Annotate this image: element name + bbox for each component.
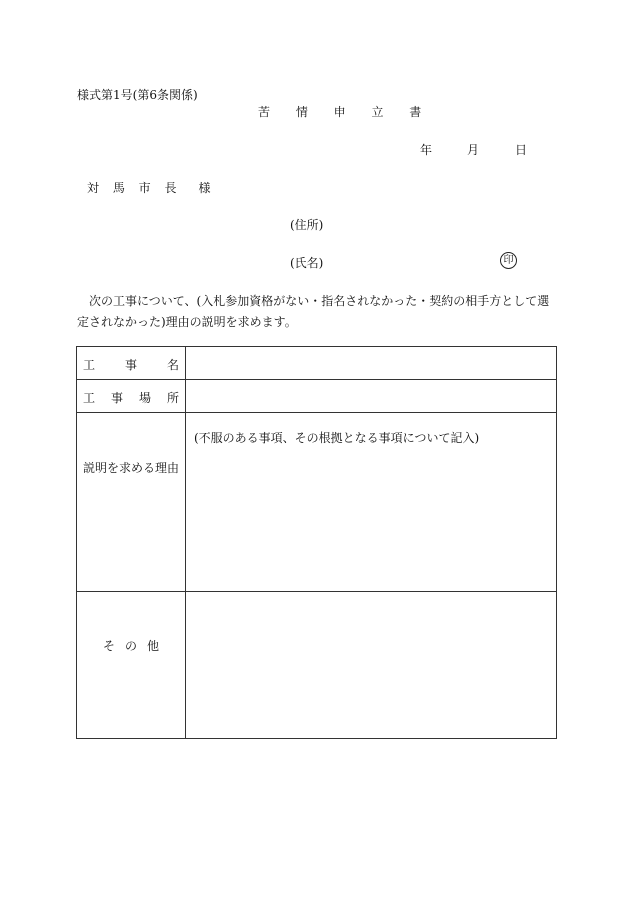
label-char: 所	[166, 391, 179, 405]
label-project-site	[77, 380, 186, 413]
label-reason	[77, 413, 186, 592]
table-row-project-name	[77, 347, 557, 380]
complaint-table	[76, 346, 557, 739]
label-project-name	[77, 347, 186, 380]
reason-field[interactable]	[186, 413, 557, 592]
name-label: (氏名)	[290, 256, 324, 270]
label-char: そ	[103, 639, 116, 653]
seal-mark: 印	[500, 252, 517, 269]
label-char: 事	[110, 391, 123, 405]
label-char: の	[124, 639, 137, 653]
label-char: 場	[138, 391, 151, 405]
date-day: 日	[515, 143, 528, 157]
request-text: 次の工事について、(入札参加資格がない・指名されなかった・契約の相手方として選定されなかった)理由の説明を求めます。	[77, 294, 550, 329]
table-row-reason	[77, 413, 557, 592]
date-month: 月	[467, 143, 480, 157]
address-label: (住所)	[290, 218, 324, 232]
table-row-project-site	[77, 380, 557, 413]
recipient: 対 馬 市 長 様	[87, 181, 216, 195]
project-name-field[interactable]	[186, 347, 557, 380]
label-char: 工	[83, 391, 96, 405]
date-year: 年	[420, 143, 433, 157]
form-number: 様式第1号(第6条関係)	[77, 88, 198, 102]
label-char: 他	[146, 639, 159, 653]
reason-instruction: (不服のある事項、その根拠となる事項について記入)	[194, 431, 480, 445]
table-row-other	[77, 592, 557, 739]
reason-label-text: 説明を求める理由	[83, 461, 180, 475]
label-char: 名	[166, 358, 179, 372]
label-char: 事	[124, 358, 137, 372]
other-field[interactable]	[186, 592, 557, 739]
project-site-field[interactable]	[186, 380, 557, 413]
label-other	[77, 592, 186, 739]
document-title: 苦 情 申 立 書	[258, 105, 433, 119]
label-char: 工	[83, 358, 96, 372]
